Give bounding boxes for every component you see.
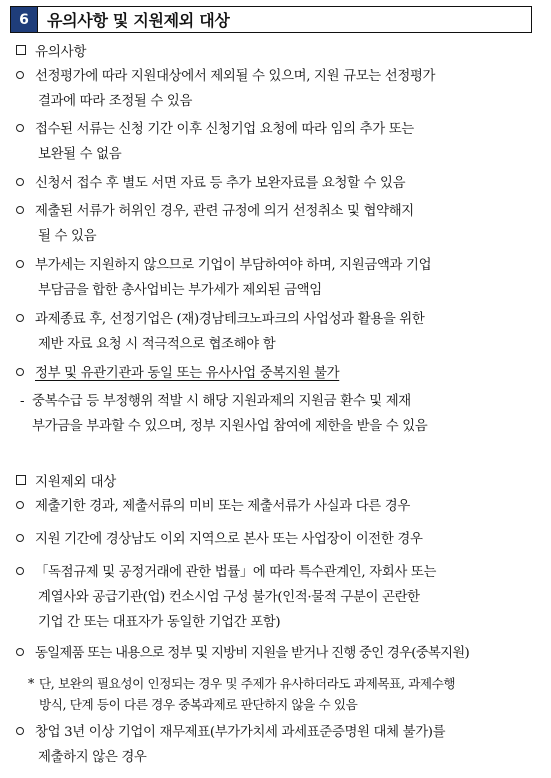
section-title: 유의사항 및 지원제외 대상 — [47, 11, 230, 30]
circle-bullet-icon — [16, 727, 24, 735]
circle-bullet-icon — [16, 260, 24, 268]
circle-bullet-icon — [16, 567, 24, 575]
sub-list-item — [20, 389, 540, 439]
list-item — [16, 199, 536, 249]
list-item — [16, 641, 536, 666]
square-bullet-icon — [16, 475, 26, 485]
square-bullet-icon — [16, 45, 26, 55]
subsection-heading-exclusions — [16, 470, 116, 490]
item-text-continued: 부가금을 부과할 수 있으며, 정부 지원사업 참여에 제한을 받을 수 있음 — [32, 419, 428, 434]
item-text-continued: 될 수 있음 — [38, 229, 97, 244]
list-item — [16, 307, 536, 357]
item-text-continued: 부담금을 합한 총사업비는 부가세가 제외된 금액임 — [38, 283, 322, 298]
note-text: 단, 보완의 필요성이 인정되는 경우 및 주제가 유사하더라도 과제목표, 과제수행 — [39, 676, 456, 691]
item-text: 「독점규제 및 공정거래에 관한 법률」에 따라 특수관계인, 자회사 또는 — [35, 565, 437, 580]
subsection-heading-notes — [16, 40, 86, 60]
list-item — [16, 361, 536, 386]
item-text-continued: 제반 자료 요청 시 적극적으로 협조해야 함 — [38, 337, 276, 352]
item-text: 부가세는 지원하지 않으므로 기업이 부담하여야 하며, 지원금액과 기업 — [35, 258, 432, 273]
item-text: 제출기한 경과, 제출서류의 미비 또는 제출서류가 사실과 다른 경우 — [35, 499, 410, 514]
item-text: 접수된 서류는 신청 기간 이후 신청기업 요청에 따라 임의 추가 또는 — [35, 122, 414, 137]
subsection-title: 지원제외 대상 — [35, 474, 117, 490]
note-text-continued: 방식, 단계 등이 다른 경우 중복과제로 판단하지 않을 수 있음 — [39, 697, 358, 712]
item-text: 창업 3년 이상 기업이 재무제표(부가가치세 과세표준증명원 대체 불가)를 — [35, 725, 446, 740]
asterisk-mark: * — [28, 676, 34, 691]
item-text-continued: 제출하지 않은 경우 — [38, 750, 147, 765]
item-text: 선정평가에 따라 지원대상에서 제외될 수 있으며, 지원 규모는 선정평가 — [35, 69, 436, 84]
item-text-continued: 계열사와 공급기관(업) 컨소시엄 구성 불가(인적·물적 구분이 곤란한 — [38, 590, 420, 605]
circle-bullet-icon — [16, 314, 24, 322]
circle-bullet-icon — [16, 368, 24, 376]
list-item — [16, 171, 536, 196]
item-text: 신청서 접수 후 별도 서면 자료 등 추가 보완자료를 요청할 수 있음 — [35, 176, 406, 191]
item-text: 제출된 서류가 허위인 경우, 관련 규정에 의거 선정취소 및 협약해지 — [35, 204, 414, 219]
circle-bullet-icon — [16, 124, 24, 132]
list-item — [16, 494, 536, 519]
item-text-continued: 보완될 수 없음 — [38, 147, 122, 162]
list-item — [16, 253, 536, 303]
item-text-underlined: 정부 및 유관기관과 동일 또는 유사사업 중복지원 불가 — [35, 366, 340, 381]
list-item — [16, 64, 536, 114]
item-text-continued: 결과에 따라 조정될 수 있음 — [38, 94, 193, 109]
circle-bullet-icon — [16, 71, 24, 79]
list-item — [16, 527, 536, 552]
item-text: 과제종료 후, 선정기업은 (재)경남테크노파크의 사업성과 활용을 위한 — [35, 312, 425, 327]
section-number-badge: 6 — [11, 7, 38, 32]
subsection-title: 유의사항 — [35, 44, 87, 60]
circle-bullet-icon — [16, 534, 24, 542]
item-text-continued: 기업 간 또는 대표자가 동일한 기업간 포함) — [38, 615, 281, 630]
list-item — [16, 117, 536, 167]
list-item — [16, 560, 536, 635]
item-text: 지원 기간에 경상남도 이외 지역으로 본사 또는 사업장이 이전한 경우 — [35, 532, 423, 547]
circle-bullet-icon — [16, 206, 24, 214]
section-header — [10, 6, 532, 33]
footnote — [28, 673, 538, 715]
item-text: 중복수급 등 부정행위 적발 시 해당 지원과제의 지원금 환수 및 제재 — [32, 394, 411, 409]
dash-bullet: - — [20, 394, 25, 409]
circle-bullet-icon — [16, 501, 24, 509]
item-text: 동일제품 또는 내용으로 정부 및 지방비 지원을 받거나 진행 중인 경우(중복지원) — [35, 646, 469, 661]
circle-bullet-icon — [16, 648, 24, 656]
list-item — [16, 720, 536, 770]
circle-bullet-icon — [16, 178, 24, 186]
